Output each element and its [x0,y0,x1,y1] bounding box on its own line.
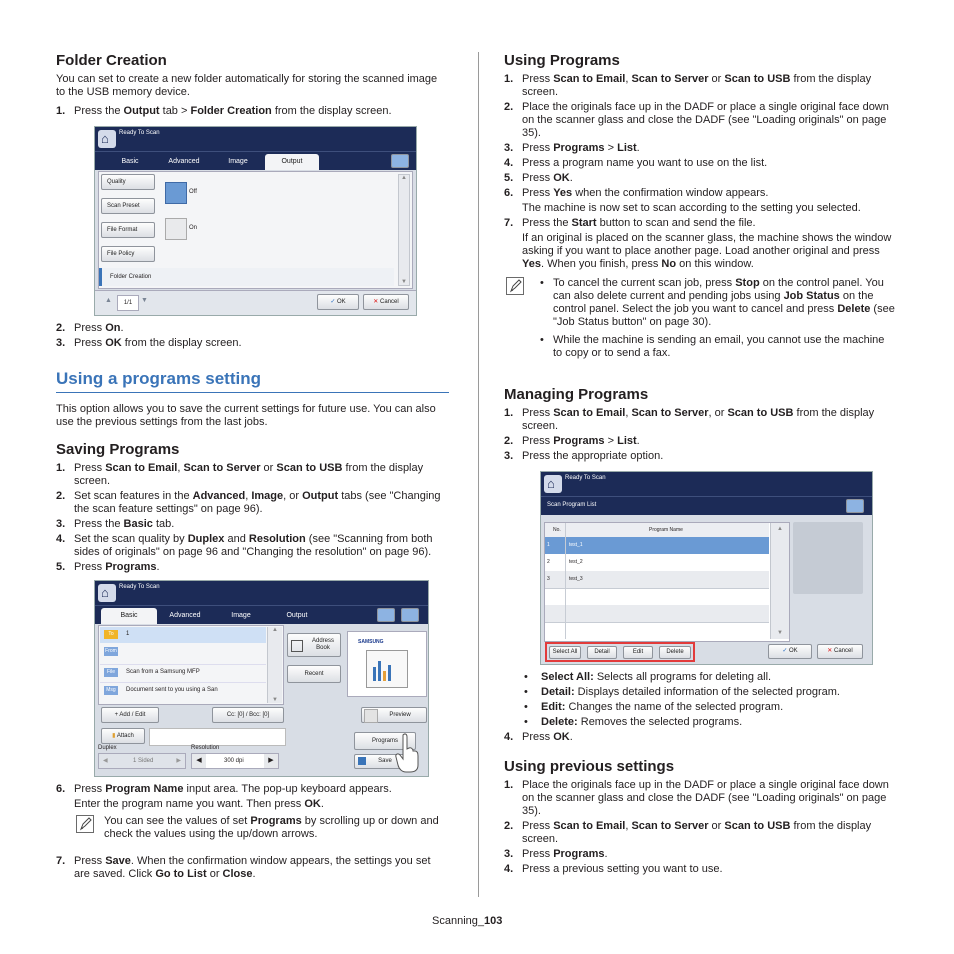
managing-steps [504,407,896,463]
previous-steps [504,779,896,876]
list-title-bar: Scan Program List [541,496,872,515]
close-icon: ✕ [373,299,380,305]
recipients-panel [98,625,284,705]
tab-bar [95,605,428,624]
cc-bcc-button[interactable]: Cc: [0] / Bcc: [0] [212,707,284,723]
managing-programs-heading: Managing Programs [504,386,649,403]
menu-quality[interactable]: Quality [101,174,155,190]
step: 4. Set the scan quality by Duplex and Resolution (see "Scanning from both sides of originals" on page 96 and "Changing the resolution" on page 96). [56,533,433,558]
scrollbar[interactable] [398,174,410,286]
page-indicator: 1/1 [117,295,139,311]
menu-file-format[interactable]: File Format [101,222,155,238]
option-descriptions [504,671,896,729]
step: 7. Press Save. When the confirmation window appears, the settings you set are saved. Click Go to List or Close. [56,855,431,880]
step: 1. Press Scan to Email, Scan to Server or Scan to USB from the display screen. [504,73,872,98]
saving-steps-final [56,855,449,881]
scroll-down-icon[interactable]: ▼ [777,630,783,636]
duplex-label: Duplex [98,745,117,751]
tab-image[interactable]: Image [231,612,251,619]
menu-file-policy[interactable]: File Policy [101,246,155,262]
step: 1. Place the originals face up in the DADF or place a single original face down on the scanner glass and close the DADF (see "Loading originals" on page 35). [504,779,889,817]
table-header [545,523,769,538]
action-buttons-group [545,642,695,662]
note-programs: You can see the values of set Programs by scrolling up or down and check the values using the up/down arrows. [56,815,449,841]
tab-advanced[interactable]: Advanced [169,612,201,619]
resolution-label: Resolution [191,745,220,751]
list-item: • Detail: Displays detailed information of the selected program. [504,686,896,699]
step: 4. Press a program name you want to use on the list. [504,157,768,169]
step: 1. Press Scan to Email, Scan to Server or Scan to USB from the display screen. [56,462,424,487]
cancel-button[interactable]: ✕ Cancel [363,294,409,310]
folder-creation-steps [56,105,449,118]
step: 2. Place the originals face up in the DADF or place a single original face down on the scanner glass and close the DADF (see "Loading originals" on page 35). [504,101,889,139]
table-row[interactable] [545,622,769,639]
note-icon [76,815,94,833]
note-item: • While the machine is sending an email, you cannot use the machine to copy or to send a fax. [538,334,896,360]
scrollbar[interactable] [267,627,282,703]
step: 2. Press On. [56,322,124,334]
folder-creation-intro: You can set to create a new folder automatically for storing the scanned image to the USB memory device. [56,73,438,98]
step: 2. Set scan features in the Advanced, Image, or Output tabs (see "Changing the scan feature settings" on page 96). [56,490,441,515]
detail-pane [793,522,863,594]
right-column [504,52,896,878]
page-down-icon[interactable]: ▼ [141,297,148,304]
from-field[interactable] [100,644,266,660]
check-icon: ✓ [782,648,790,654]
list-item: • Edit: Changes the name of the selected program. [504,701,896,714]
options-panel [98,171,413,289]
note-icon [506,277,524,295]
detail-button[interactable]: Detail [587,646,617,659]
step: 2. Press Scan to Email, Scan to Server or Scan to USB from the display screen. [504,820,872,845]
job-status-icon[interactable] [846,499,864,513]
duplex-left-icon[interactable]: ◀ [103,758,108,764]
msg-badge: Msg [104,686,118,695]
save-button[interactable]: Save [354,754,416,769]
step: 3. Press Programs > List. [504,142,640,154]
program-table [544,522,790,642]
file-field[interactable]: File Scan from a Samsung MFP [100,664,266,681]
page-up-icon[interactable]: ▲ [105,297,112,304]
col-divider [565,523,566,639]
close-icon: ✕ [827,648,834,654]
saving-programs-heading: Saving Programs [56,441,180,458]
tab-output[interactable]: Output [265,154,319,170]
scroll-up-icon[interactable]: ▲ [272,627,278,633]
saving-steps [56,462,449,574]
scrollbar[interactable] [770,523,789,639]
recent-button[interactable]: Recent [287,665,341,683]
step: 1. Press the Output tab > Folder Creation from the display screen. [56,105,392,117]
ok-button[interactable]: ✓ OK [317,294,359,310]
step: 3. Press OK from the display screen. [56,337,242,349]
tab-basic[interactable]: Basic [101,608,157,624]
from-badge: From [105,648,117,654]
menu-folder-creation[interactable]: Folder Creation [99,268,394,286]
resolution-control[interactable]: ◀ 300 dpi ▶ [191,753,279,769]
step: 4. Press a previous setting you want to use. [504,863,723,875]
tab-output[interactable]: Output [286,612,308,619]
list-item: • Delete: Removes the selected programs. [504,716,896,729]
tab-basic[interactable]: Basic [121,158,139,165]
col-program-name: Program Name [649,527,683,533]
edit-button[interactable]: Edit [623,646,653,659]
option-off[interactable] [165,182,187,204]
table-row[interactable]: 2 test_2 [545,554,769,572]
folder-creation-steps-cont [56,322,449,350]
page-footer: Scanning_103 [432,915,503,927]
col-no: No. [553,527,561,533]
msg-field[interactable]: Msg Document sent to you using a San [100,682,266,699]
attach-field[interactable] [149,728,286,746]
left-column [56,52,449,883]
table-row[interactable]: 1 test_1 [545,537,769,554]
address-book-icon [291,640,303,652]
to-field[interactable]: To 1 [100,627,266,643]
home-icon[interactable] [98,130,116,148]
step: 7. Press the Start button to scan and send the file. If an original is placed on the scanner glass, the machine shows the window asking if you want to place another page. Load another original and press Yes. When you finish, press No on this window. [504,217,892,270]
saving-steps-cont [56,783,449,811]
table-row[interactable] [545,588,769,606]
heading-rule [56,392,449,393]
option-on-label: On [189,225,198,231]
cancel-button[interactable]: ✕ Cancel [817,644,863,659]
tab-bar [95,151,416,170]
plus-icon: + [114,712,120,718]
programs-setting-intro: This option allows you to save the current settings for future use. You can also use the previous settings from the last jobs. [56,403,436,428]
brand-logo: SAMSUNG [358,639,384,645]
step: 6. Press Yes when the confirmation window appears. The machine is now set to scan according to the setting you selected. [504,187,861,214]
file-badge: File [104,668,118,677]
to-badge: To [104,630,118,639]
programs-setting-heading: Using a programs setting [56,369,261,388]
hand-pointer-icon [395,733,419,773]
step: 2. Press Programs > List. [504,435,640,447]
tab-image[interactable]: Image [228,158,248,165]
option-on[interactable] [165,218,187,240]
resolution-right-icon[interactable]: ▶ [264,754,278,768]
job-status-icon[interactable] [401,608,419,622]
delete-button[interactable]: Delete [659,646,691,659]
scroll-down-icon[interactable]: ▼ [272,697,278,703]
programs-button[interactable]: Programs [354,732,416,750]
tab-advanced[interactable]: Advanced [168,158,200,165]
preview-button[interactable]: Preview [361,707,427,723]
scroll-up-icon[interactable]: ▲ [401,175,407,181]
preview-pane [347,631,427,697]
program-list-screen: ⌂ Ready To Scan Scan Program List No. Program Name 1 test_1 2 test_2 3 test_3 ▲ ▼ Select All Detail Edit Delete ✓ OK ✕ Cancel [540,471,873,665]
column-divider [478,52,479,897]
basic-tab-screen: ⌂ Ready To Scan Basic Advanced Image Output To 1 From File Scan from a Samsung MFP Msg Document sent to you using a San ▲ ▼ Address Book Recent SAMSUNG + Add / Edit Cc: [0] / Bcc: [0] ▮ Attach Preview Programs Save Duplex ◀ 1 Sided ▶ Resolution ◀ 300 dpi ▶ [94,580,429,777]
step: 3. Press Programs. [504,848,608,860]
step: 5. Press OK. [504,172,573,184]
using-steps [504,73,896,271]
note-cancel [504,277,896,360]
job-status-icon[interactable] [391,154,409,168]
attach-icon: ▮ [112,733,117,739]
step: 4. Press OK. [504,731,573,743]
step: 3. Press the Basic tab. [56,518,175,530]
scroll-up-icon[interactable]: ▲ [777,526,783,532]
preview-icon [364,709,378,723]
address-book-button[interactable]: Address Book [287,633,341,657]
output-tab-screen: ⌂ Ready To Scan Basic Advanced Image Output Quality Scan Preset File Format File Policy Folder Creation Off On ▲ ▼ ▲ 1/1 ▼ ✓ OK ✕ Cancel [94,126,417,316]
attach-button[interactable]: ▮ Attach [101,728,145,744]
screen-footer [95,290,416,315]
menu-scan-preset[interactable]: Scan Preset [101,198,155,214]
preview-thumbnail [366,650,408,688]
step: 1. Press Scan to Email, Scan to Server, or Scan to USB from the display screen. [504,407,875,432]
add-edit-button[interactable]: + Add / Edit [101,707,159,723]
search-icon[interactable] [377,608,395,622]
table-row[interactable]: 3 test_3 [545,571,769,589]
resolution-left-icon[interactable]: ◀ [192,754,206,768]
duplex-right-icon[interactable]: ▶ [176,758,181,764]
scroll-down-icon[interactable]: ▼ [401,279,407,285]
note-item: • To cancel the current scan job, press Stop on the control panel. You can also delete current and pending jobs using Job Status on the control panel. Select the job you want to cancel and press Delete (see "Job Status button" on page 30). [538,277,896,329]
folder-creation-heading: Folder Creation [56,52,167,69]
option-off-label: Off [189,189,197,195]
managing-steps-cont [504,731,896,744]
ok-button[interactable]: ✓ OK [768,644,812,659]
step: 5. Press Programs. [56,561,160,573]
home-icon[interactable] [544,475,562,493]
step: 6. Press Program Name input area. The pop-up keyboard appears. Enter the program name you want. Then press OK. [56,783,392,810]
save-icon [358,757,366,765]
step: 3. Press the appropriate option. [504,450,664,462]
table-row[interactable] [545,605,769,623]
duplex-control[interactable]: ◀ 1 Sided ▶ [98,753,186,769]
select-all-button[interactable]: Select All [549,646,581,659]
home-icon[interactable] [98,584,116,602]
using-programs-heading: Using Programs [504,52,620,69]
check-icon: ✓ [330,299,338,305]
previous-settings-heading: Using previous settings [504,758,675,775]
list-item: • Select All: Selects all programs for deleting all. [504,671,896,684]
